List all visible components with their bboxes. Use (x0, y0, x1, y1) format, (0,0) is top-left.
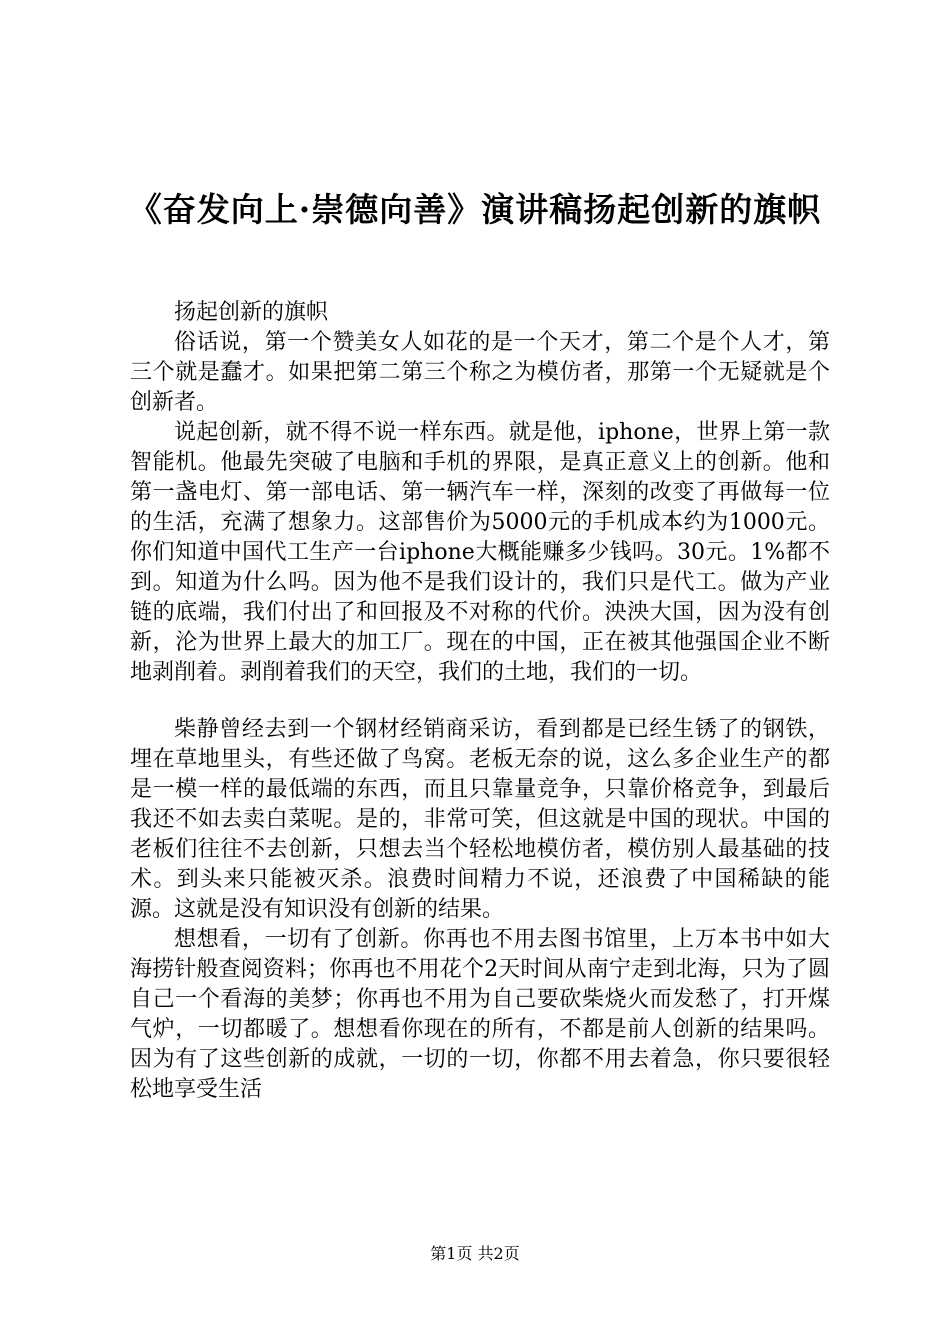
paragraph-2: 说起创新，就不得不说一样东西。就是他，iphone，世界上第一款智能机。他最先突破了电脑和手机的界限，是真正意义上的创新。他和第一盏电灯、第一部电话、第一辆汽车一样，深刻的改变了再做每一位的生活，充满了想象力。这部售价为5000元的手机成本约为1000元。你们知道中国代工生产一台iphone大概能赚多少钱吗。30元。1%都不到。知道为什么吗。因为他不是我们设计的，我们只是代工。做为产业链的底端，我们付出了和回报及不对称的代价。泱泱大国，因为没有创新，沦为世界上最大的加工厂。现在的中国，正在被其他强国企业不断地剥削着。剥削着我们的天空，我们的土地，我们的一切。 (130, 420, 830, 685)
paragraph-4: 想想看，一切有了创新。你再也不用去图书馆里，上万本书中如大海捞针般查阅资料；你再也不用花个2天时间从南宁走到北海，只为了圆自己一个看海的美梦；你再也不用为自己要砍柴烧火而发愁了，打开煤气炉，一切都暖了。想想看你现在的所有，不都是前人创新的结果吗。因为有了这些创新的成就，一切的一切，你都不用去着急，你只要很轻松地享受生活 (130, 927, 830, 1102)
paragraph-1: 俗话说，第一个赞美女人如花的是一个天才，第二个是个人才，第三个就是蠢才。如果把第二第三个称之为模仿者，那第一个无疑就是个创新者。 (130, 330, 830, 415)
paragraph-3: 柴静曾经去到一个钢材经销商采访，看到都是已经生锈了的钢铁，埋在草地里头，有些还做了鸟窝。老板无奈的说，这么多企业生产的都是一模一样的最低端的东西，而且只靠量竞争，只靠价格竞争，到最后我还不如去卖白菜呢。是的，非常可笑，但这就是中国的现状。中国的老板们往往不去创新，只想去当个轻松地模仿者，模仿别人最基础的技术。到头来只能被灭杀。浪费时间精力不说，还浪费了中国稀缺的能源。这就是没有知识没有创新的结果。 (130, 717, 830, 922)
document-body (130, 298, 830, 1105)
document-subtitle: 扬起创新的旗帜 (174, 300, 329, 325)
page-footer: 第1页 共2页 (430, 1244, 520, 1263)
document-title: 《奋发向上·崇德向善》演讲稿扬起创新的旗帜 (128, 190, 822, 229)
